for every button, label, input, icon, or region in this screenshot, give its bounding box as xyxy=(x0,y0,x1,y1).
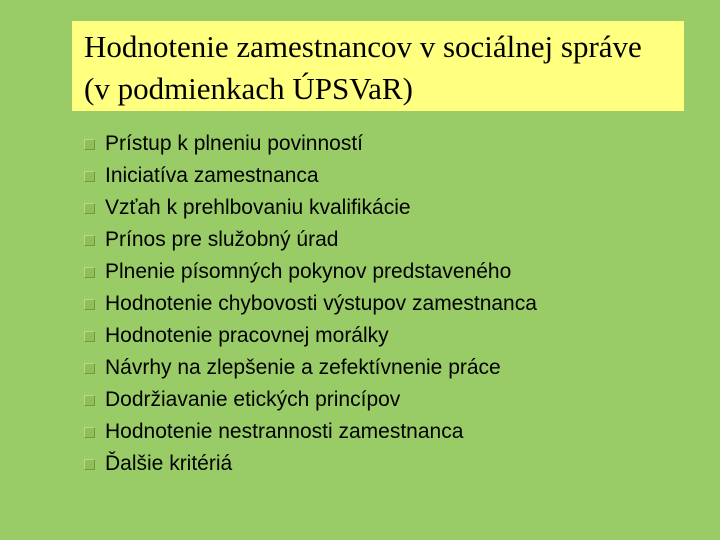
bullet-text: Prístup k plneniu povinností xyxy=(105,132,363,155)
slide-title: Hodnotenie zamestnancov v sociálnej správe (v podmienkach ÚPSVaR) xyxy=(84,29,642,106)
bullet-text: Plnenie písomných pokynov predstaveného xyxy=(105,260,512,283)
bullet-text: Prínos pre služobný úrad xyxy=(105,228,339,251)
square-bullet-icon xyxy=(84,427,95,438)
bullet-text: Iniciatíva zamestnanca xyxy=(105,164,319,187)
square-bullet-icon xyxy=(84,459,95,470)
square-bullet-icon xyxy=(84,331,95,342)
bullet-item xyxy=(84,160,537,192)
square-bullet-icon xyxy=(84,395,95,406)
square-bullet-icon xyxy=(84,267,95,278)
bullet-item xyxy=(84,416,537,448)
bullet-text: Hodnotenie nestrannosti zamestnanca xyxy=(105,420,464,443)
bullet-item xyxy=(84,320,537,352)
bullet-text: Dodržiavanie etických princípov xyxy=(105,388,401,411)
square-bullet-icon xyxy=(84,363,95,374)
bullet-item xyxy=(84,352,537,384)
bullet-item xyxy=(84,128,537,160)
bullet-text: Vzťah k prehlbovaniu kvalifikácie xyxy=(105,196,411,219)
bullet-item xyxy=(84,224,537,256)
bullet-item xyxy=(84,288,537,320)
bullet-text: Návrhy na zlepšenie a zefektívnenie práce xyxy=(105,356,501,379)
bullet-text: Ďalšie kritériá xyxy=(105,452,233,475)
square-bullet-icon xyxy=(84,203,95,214)
square-bullet-icon xyxy=(84,299,95,310)
square-bullet-icon xyxy=(84,235,95,246)
bullet-item xyxy=(84,448,537,480)
square-bullet-icon xyxy=(84,139,95,150)
bullet-item xyxy=(84,192,537,224)
title-box xyxy=(72,21,684,111)
square-bullet-icon xyxy=(84,171,95,182)
bullet-list xyxy=(84,128,537,480)
bullet-item xyxy=(84,384,537,416)
bullet-item xyxy=(84,256,537,288)
bullet-text: Hodnotenie pracovnej morálky xyxy=(105,324,389,347)
bullet-text: Hodnotenie chybovosti výstupov zamestnanca xyxy=(105,292,537,315)
